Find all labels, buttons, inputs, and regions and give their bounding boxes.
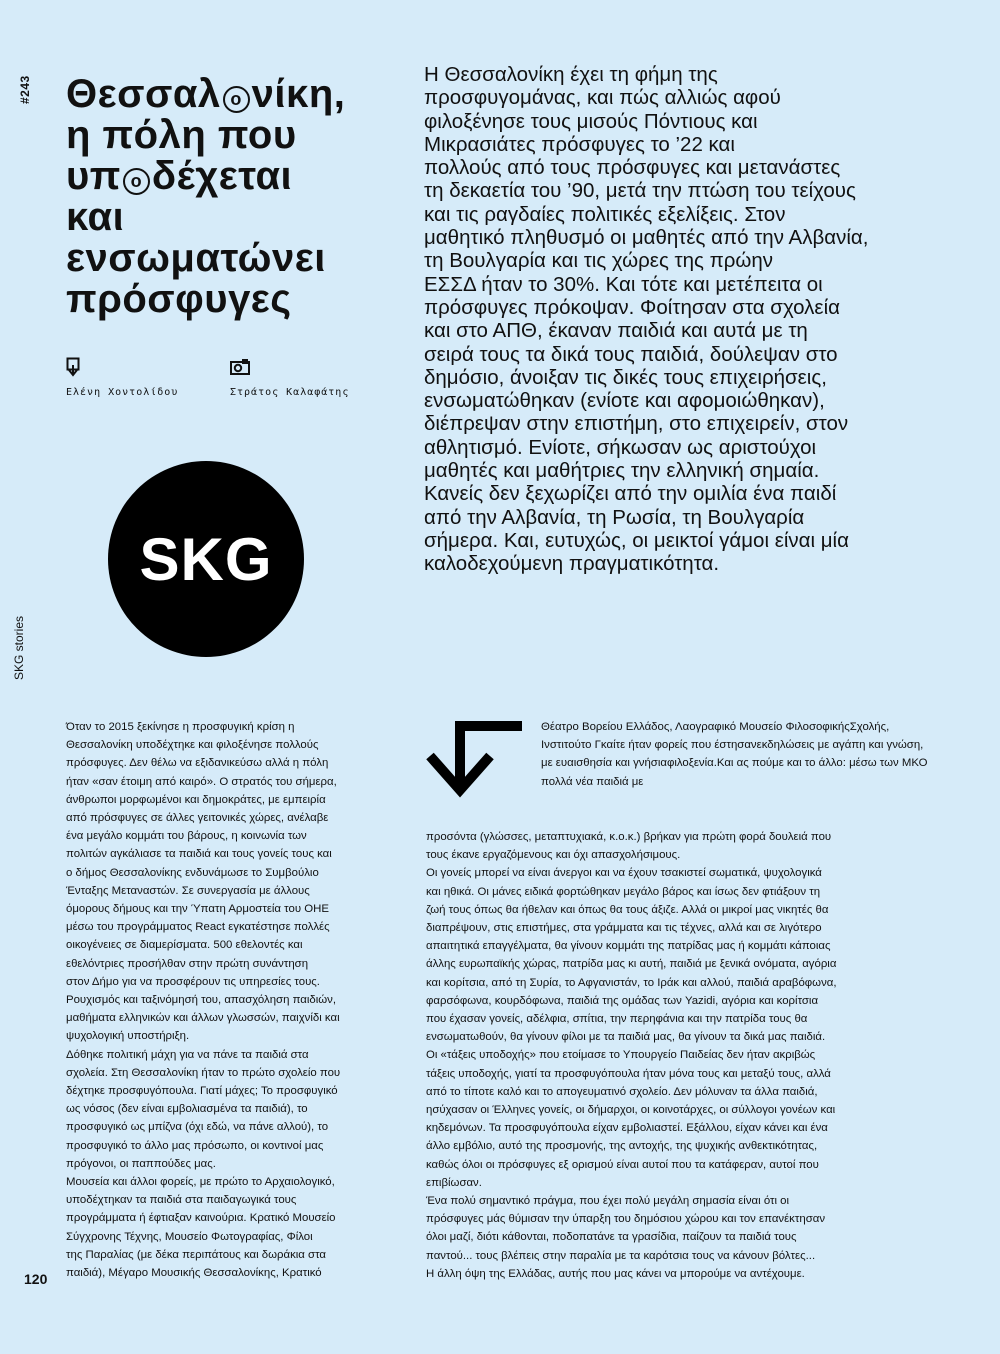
body-line: κηδεμόνων. Τα προσφυγόπουλα είχαν εμβολιαστεί. Εξάλλου, είχαν κάνει και ένα	[426, 1122, 828, 1135]
lede-line: από την Αλβανία, τη Ρωσία, τη Βουλγαρία	[424, 505, 805, 529]
skg-logo	[108, 461, 304, 657]
body-line: πρόσφυγες μάς θύμισαν την ύπαρξη του δημόσιου χώρου και τον επανέκτησαν	[426, 1213, 826, 1226]
lede-line: τη Βουλγαρία και τις χώρες της πρώην	[424, 249, 774, 273]
lede-line: και στο ΑΠΘ, έκαναν παιδιά και αυτά με τη	[424, 319, 808, 343]
body-line: πρόσφυγες. Δεν θέλω να εξιδανικεύσω αλλά η πόλη	[66, 757, 329, 770]
title-line-4: και	[66, 195, 125, 239]
lede-line: δημόσιο, άνοιξαν τις δικές τους επιχειρήσεις,	[424, 365, 827, 389]
body-line: άνθρωποι μορφωμένοι και δημοκράτες, με εμπειρία	[66, 793, 326, 806]
logo-text: SKG	[139, 525, 273, 593]
body-line: απαιτητικά επαγγέλματα, θα γίνουν κομμάτι της πατρίδας μας ή κομμάτι κάποιας	[426, 940, 831, 953]
body-line: μέσω του προγράμματος React εγκατέστησε πολλές	[66, 921, 330, 934]
lede-line: Μικρασιάτες πρόσφυγες το ’22 και	[424, 132, 735, 156]
body-line: διαπρέψουν, στις επιστήμες, στα γράμματα και τις τέχνες, αλλά και σε λιγότερο	[426, 922, 822, 935]
body-line: όλοι μαζί, διότι κάθονται, ποδοπατάνε τα γρασίδια, παίζουν τα παιδιά τους	[426, 1231, 797, 1244]
title-line-3: υπ ο δέχεται	[66, 154, 293, 198]
section-label: SKG stories	[12, 615, 26, 680]
body-line: και ηθικά. Οι μάνες ειδικά φορτώθηκαν μεγάλο βάρος και ίσως δεν φτιάξουν τη	[426, 885, 821, 898]
circled-o: ο	[223, 86, 250, 113]
body-line: εκδηλώσεις με αγάπη και γνώση, με ευαισθησία και γνήσια	[541, 739, 924, 770]
lede-line: ΕΣΣΔ ήταν το 30%. Και τότε και μετέπειτα οι	[424, 272, 823, 296]
writer-credit	[66, 357, 178, 398]
lede-line: ενσωματώθηκαν (ενίοτε και αφομοιώθηκαν),	[424, 389, 825, 413]
body-line: εθελόντριες προσήλθαν στην πρώτη συνάντηση	[66, 957, 309, 970]
lede-line: τη δεκαετία του ’90, μετά την πτώση του τείχους	[424, 179, 856, 203]
body-line: φιλοξενία.	[666, 757, 717, 770]
body-line: οικογένειες σε διαμερίσματα. 500 εθελοντές και	[66, 939, 303, 952]
body-column-left	[66, 718, 400, 1282]
body-line: Η άλλη όψη της Ελλάδας, αυτής που μας κάνει να μπορούμε να αντέχουμε.	[426, 1267, 805, 1280]
body-line: επιβίωσαν.	[426, 1176, 482, 1189]
title-line-6: πρόσφυγες	[66, 277, 292, 321]
title-line-2: η πόλη που	[66, 113, 297, 157]
body-column-right-top	[541, 718, 931, 791]
body-line: που έχασαν γονείς, αδέλφια, σπίτια, την περηφάνια και την πατρίδα τους θα	[426, 1013, 808, 1026]
lede-line: προσφυγομάνας, και πώς αλλιώς αφού	[424, 86, 781, 110]
body-line: Θέατρο Βορείου Ελλάδος, Λαογραφικό Μουσείο Φιλοσοφικής	[541, 721, 850, 733]
body-line: στον Δήμο για να προσφέρουν τις υπηρεσίες τους.	[66, 975, 320, 988]
lede-line: καλοδεχούμενη πραγματικότητα.	[424, 552, 720, 576]
body-line: άλλης ευρωπαϊκής χώρας, πατρίδα μας κι αυτή, παιδιά με ξενικά ονόματα, αγόρια	[426, 958, 837, 971]
body-line: παντού... τους βλέπεις στην παραλία με τα καρότσια τους να κάνουν βόλτες...	[426, 1249, 816, 1262]
lede-line: διέπρεψαν στην επιστήμη, στο επιχειρείν, στον	[424, 412, 849, 436]
body-line: και κορίτσια, από τη Συρία, το Αφγανιστάν, το Ιράκ και αλλού, παιδιά αραβόφωνα,	[426, 976, 837, 989]
camera-icon	[230, 357, 250, 377]
pen-nib-icon	[66, 357, 82, 377]
body-line: Μουσεία και άλλοι φορείς, με πρώτο το Αρχαιολογικό,	[66, 1176, 335, 1189]
body-line: της Παραλίας (με δέκα περιπάτους και δωράκια στα	[66, 1248, 327, 1261]
body-column-right	[426, 828, 926, 1283]
photographer-credit	[230, 357, 349, 398]
body-line: τάξεις υποδοχής, γιατί τα προσφυγόπουλα ήταν μόνα τους και μεταξύ τους, αλλά	[426, 1067, 831, 1080]
body-line: από το τίποτε καλό και το απογευματινό σχολείο. Δεν μόλυναν τα άλλα παιδιά,	[426, 1085, 818, 1098]
body-line: ο δήμος Θεσσαλονίκης ενδυνάμωσε το Συμβούλιο	[66, 866, 319, 879]
issue-number: #243	[18, 75, 32, 104]
body-line: φαρσόφωνα, κουρδόφωνα, παιδιά της ομάδας των Yazidi, αγόρια και κορίτσια	[426, 994, 819, 1007]
body-line: ένα μεγάλο κομμάτι του βάρους, η κοινωνία των	[66, 830, 307, 843]
lede-line: αθλητισμό. Ενίοτε, σήκωσαν ως αριστούχοι	[424, 435, 817, 459]
body-line: ως νόσος (δεν είναι εμβολιασμένα τα παιδιά), το	[66, 1103, 308, 1116]
body-line: Ρουχισμός και ταξινόμησή του, απασχόληση παιδιών,	[66, 994, 337, 1007]
body-line: ησύχασαν οι Έλληνες γονείς, οι δήμαρχοι, οι κοινοτάρχες, οι σύλλογοι γονέων και	[426, 1104, 836, 1117]
article-title	[66, 74, 396, 320]
lede-paragraph	[424, 63, 924, 576]
lede-line: πρόσφυγες πρόκοψαν. Φοίτησαν στα σχολεία	[424, 295, 840, 319]
lede-line: μαθητές και μαθήτριες την ελληνική σημαία.	[424, 459, 820, 483]
photographer-name: Στράτος Καλαφάτης	[230, 387, 350, 398]
body-line: ήταν «σαν έτοιμη από καιρό». Ο στρατός του σήμερα,	[66, 775, 337, 788]
body-line: Ένα πολύ σημαντικό πράγμα, που έχει πολύ μεγάλη σημασία είναι ότι οι	[426, 1195, 790, 1208]
body-line: όμορους δήμους και την Ύπατη Αρμοστεία του ΟΗΕ	[66, 903, 329, 916]
body-line: Ένταξης Μεταναστών. Σε συνεργασία με άλλους	[66, 884, 310, 897]
body-line: προσόντα (γλώσσες, μεταπτυχιακά, κ.ο.κ.) βρήκαν για πρώτη φορά δουλειά που	[426, 831, 832, 843]
body-line: Όταν το 2015 ξεκίνησε η προσφυγική κρίση η	[66, 721, 295, 733]
body-line: προσφυγικό ως μπίζνα (όχι εδώ, να πάνε αλλού), το	[66, 1121, 329, 1134]
lede-line: Η Θεσσαλονίκη έχει τη φήμη της	[424, 63, 718, 86]
lede-line: μαθητικό πληθυσμό οι μαθητές από την Αλβανία,	[424, 226, 869, 250]
body-line: Δόθηκε πολιτική μάχη για να πάνε τα παιδιά στα	[66, 1048, 309, 1061]
body-line: Θεσσαλονίκη υποδέχτηκε και φιλοξένησε πολλούς	[66, 739, 319, 752]
body-line: τους έκανε εργαζόμενους και όχι απασχολήσιμους.	[426, 849, 681, 862]
body-line: Οι γονείς μπορεί να είναι άνεργοι και να έχουν τσακιστεί σωματικά, ψυχολογικά	[426, 867, 822, 880]
body-line: άλλο εμβόλιο, αυτό της προσμονής, της αντοχής, της ψυχικής ανθεκτικότητας,	[426, 1140, 818, 1153]
body-line: πρόγονοι, οι παππούδες μας.	[66, 1157, 216, 1170]
body-line: παιδιά), Μέγαρο Μουσικής Θεσσαλονίκης, Κρατικό	[66, 1267, 322, 1280]
body-line: Οι «τάξεις υποδοχής» που ετοίμασε το Υπουργείο Παιδείας δεν ήταν ακριβώς	[426, 1049, 816, 1062]
writer-name: Ελένη Χοντολίδου	[66, 387, 179, 398]
lede-line: και τις ραγδαίες πολιτικές εξελίξεις. Στον	[424, 202, 786, 226]
page-number: 120	[24, 1271, 48, 1287]
body-line: σχολεία. Στη Θεσσαλονίκη ήταν το πρώτο σχολείο που	[66, 1066, 341, 1079]
body-line: ψυχολογική υποστήριξη.	[66, 1030, 190, 1043]
body-line: προγράμματα ή έφτιαξαν καινούρια. Κρατικό Μουσείο	[66, 1212, 336, 1225]
body-line: Και ας πούμε και το άλλο: μέσω των ΜΚΟ πολλά νέα παιδιά με	[541, 757, 928, 788]
lede-line: σήμερα. Και, ευτυχώς, οι μεικτοί γάμοι είναι μία	[424, 528, 849, 552]
title-line-5: ενσωματώνει	[66, 236, 326, 280]
body-line: από πρόσφυγες σε άλλες γειτονικές χώρες, ανέλαβε	[66, 812, 329, 825]
title-line-1: Θεσσαλ ο νίκη,	[66, 72, 346, 116]
body-line: υποδέχτηκαν τα παιδιά στα παιδαγωγικά τους	[66, 1194, 297, 1207]
body-line: πολιτών αγκάλιασε τα παιδιά και τους γονείς τους και	[66, 848, 332, 861]
body-line: Σχολής, Ινστιτούτο Γκαίτε ήταν φορείς που έστησαν	[541, 721, 890, 752]
body-line: ζωή τους όπως θα ήθελαν και όπως θα τους άξιζε. Αλλά οι μικροί μας νικητές θα	[426, 903, 829, 916]
lede-line: πολλούς από τους πρόσφυγες και μετανάστες	[424, 156, 841, 180]
circled-o: ο	[123, 168, 150, 195]
lede-line: Κανείς δεν ξεχωρίζει από την ομιλία ένα παιδί	[424, 482, 837, 506]
body-line: καθώς όλοι οι πρόσφυγες εξ ορισμού είναι αυτοί που τα κατάφεραν, αυτοί που	[426, 1158, 819, 1171]
lede-line: φιλοξένησε τους μισούς Πόντιους και	[424, 109, 758, 133]
body-line: ενσωματωθούν, θα γίνουν φίλοι με τα παιδιά μας, θα γίνουν τα δικά μας παιδιά.	[426, 1031, 826, 1044]
body-line: Σύγχρονης Τέχνης, Μουσείο Φωτογραφίας, Φίλοι	[66, 1230, 313, 1243]
body-line: προσφυγικό το άλλο μας πρόσωπο, οι κοντινοί μας	[66, 1139, 324, 1152]
lede-line: σειρά τους τα δικά τους παιδιά, δούλεψαν στο	[424, 342, 838, 366]
body-line: δέχτηκε προσφυγόπουλα. Γιατί μάχες; Το προσφυγικό	[66, 1085, 338, 1098]
down-arrow-icon	[426, 720, 522, 800]
body-line: μαθήματα ελληνικών και άλλων γλωσσών, παιχνίδι και	[66, 1012, 340, 1025]
